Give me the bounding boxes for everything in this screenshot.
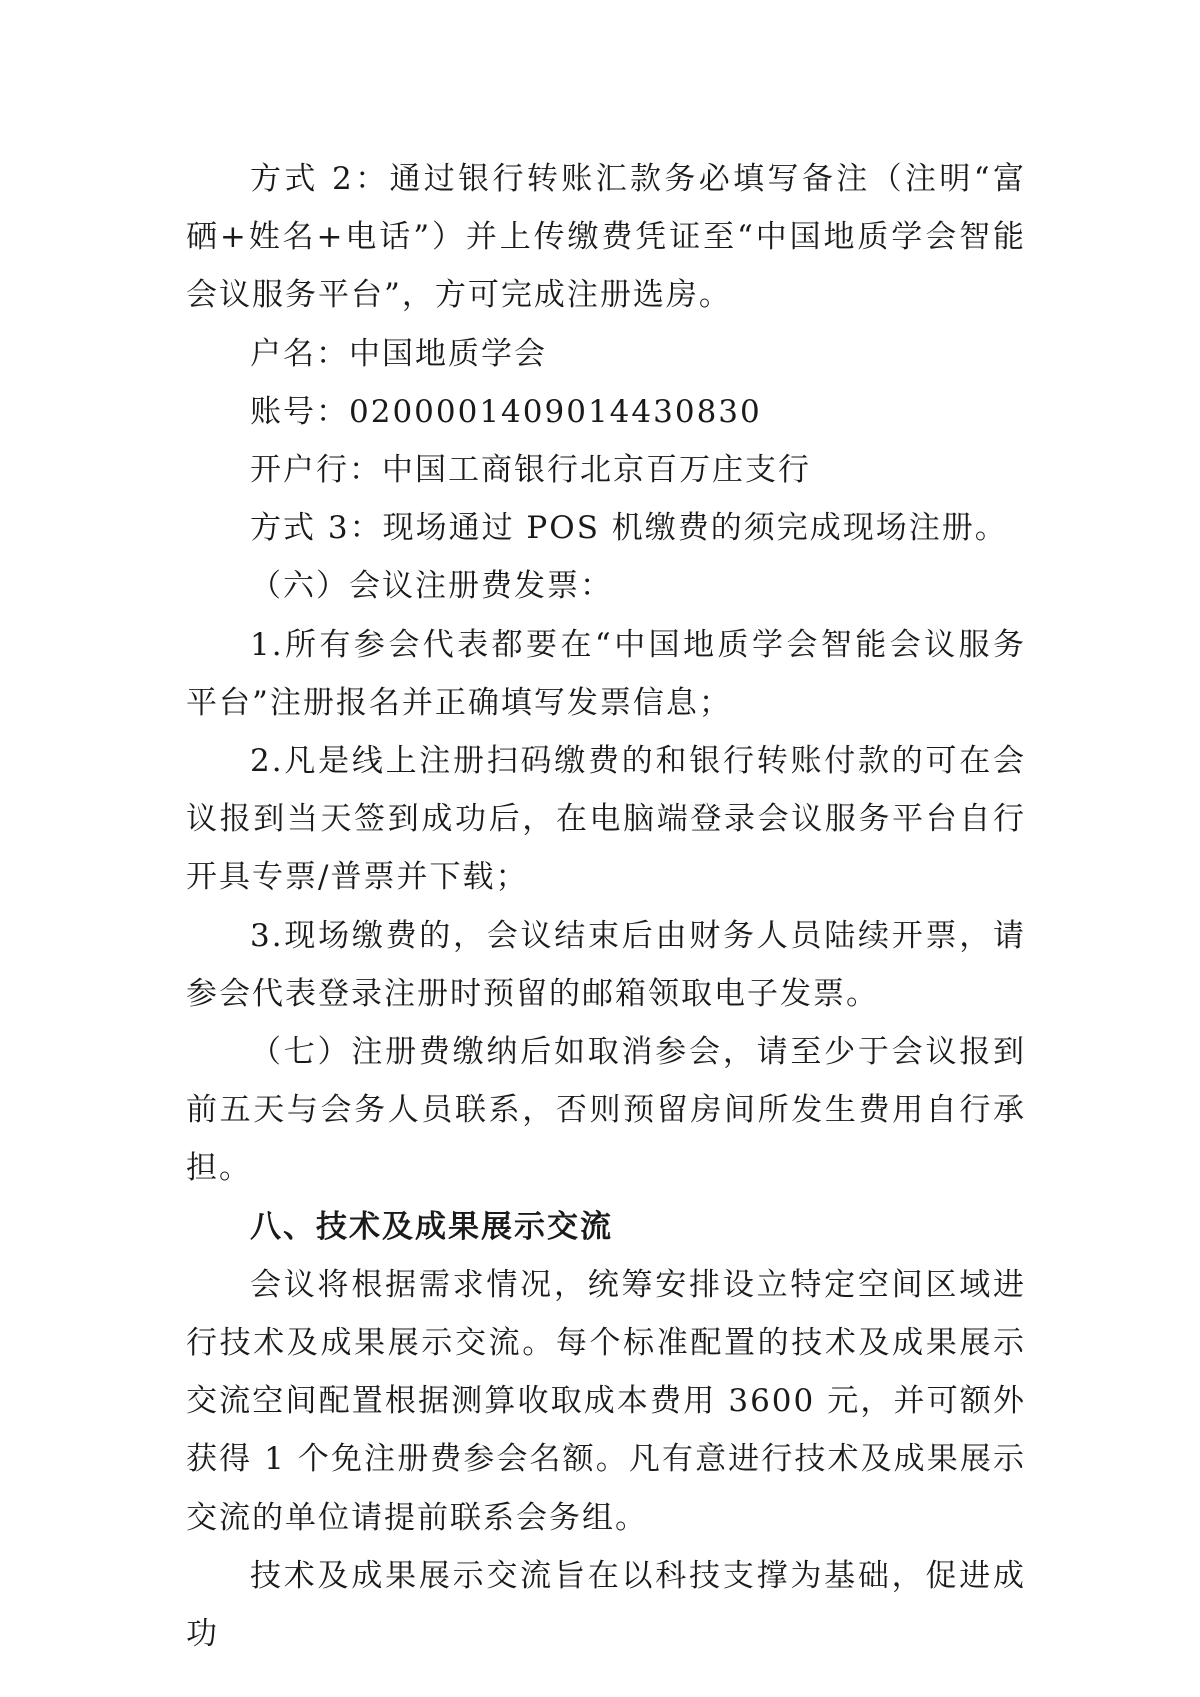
- paragraph-invoice-2: 2.凡是线上注册扫码缴费的和银行转账付款的可在会议报到当天签到成功后，在电脑端登录会议服务平台自行开具专票/普票并下载；: [186, 743, 1026, 896]
- paragraph-invoice-3: 3.现场缴费的，会议结束后由财务人员陆续开票，请参会代表登录注册时预留的邮箱领取电子发票。: [186, 917, 1026, 1012]
- paragraph-payment-method-3: 方式 3：现场通过 POS 机缴费的须完成现场注册。: [250, 510, 1008, 547]
- paragraph-payment-method-2: 方式 2：通过银行转账汇款务必填写备注（注明“富硒+姓名+电话”）并上传缴费凭证至“中国地质学会智能会议服务平台”，方可完成注册选房。: [186, 161, 1026, 314]
- paragraph-section-7: （七）注册费缴纳后如取消参会，请至少于会议报到前五天与会务人员联系，否则预留房间所发生费用自行承担。: [186, 1034, 1026, 1187]
- paragraph-account-name: 户名：中国地质学会: [250, 335, 547, 372]
- paragraph-exhibit-1: 会议将根据需求情况，统筹安排设立特定空间区域进行技术及成果展示交流。每个标准配置的技术及成果展示交流空间配置根据测算收取成本费用 3600 元，并可额外获得 1 个免注册费参会名额。凡有意进行技术及成果展示交流的单位请提前联系会务组。: [186, 1266, 1026, 1536]
- paragraph-section-6: （六）会议注册费发票：: [250, 568, 613, 605]
- document-body: [186, 150, 1026, 1663]
- paragraph-exhibit-2: 技术及成果展示交流旨在以科技支撑为基础，促进成功: [186, 1557, 1026, 1653]
- paragraph-account-number: 账号：0200001409014430830: [250, 393, 762, 430]
- section-heading-8: 八、技术及成果展示交流: [250, 1208, 613, 1245]
- paragraph-invoice-1: 1.所有参会代表都要在“中国地质学会智能会议服务平台”注册报名并正确填写发票信息；: [186, 626, 1026, 721]
- paragraph-bank: 开户行：中国工商银行北京百万庄支行: [250, 452, 811, 489]
